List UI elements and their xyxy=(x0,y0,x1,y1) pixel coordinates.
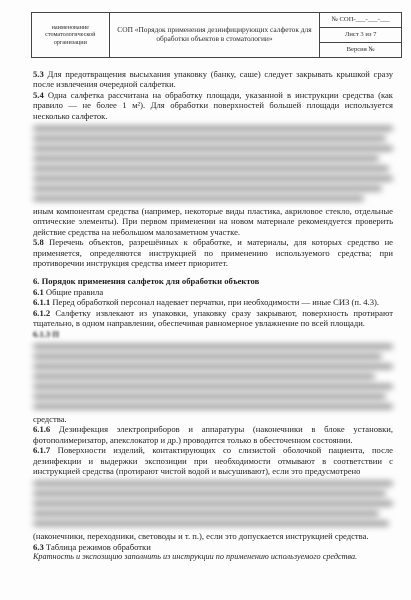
clause-number: 6.1 xyxy=(33,286,44,297)
clause-number: 6.1.6 xyxy=(33,424,51,435)
clause-text: Таблица режимов обработки xyxy=(45,541,151,552)
clause-number: 5.8 xyxy=(33,237,44,248)
clause-text: Поверхности изделий, контактирующих со слизистой оболочкой пациента, после дезинфекции и выдержки экспозиции при необходимости отмывают в соответствии с инструкцией средства (протирают чистой водой и высушивают), если это предусмотрено xyxy=(33,445,393,476)
clause-number: 6.1.2 xyxy=(33,307,51,318)
clause-number: 6.1.1 xyxy=(33,297,51,308)
organization-name-cell: наименование стоматологической организации xyxy=(32,13,110,58)
clause-number: 6.1.7 xyxy=(33,445,51,456)
clause-text: Перечень объектов, разрешённых к обработке, и материалы, для которых средство не применяется, определяются инструкцией по применению используемого средства; при противоречии инструкция средства имеет приоритет. xyxy=(33,237,393,269)
document-title-cell: СОП «Порядок применения дезинфицирующих салфеток для обработки объектов в стоматологии» xyxy=(109,13,320,58)
sheet-number-cell: Лист 3 из 7 xyxy=(320,28,402,43)
blurred-text-block xyxy=(33,481,393,526)
clause-text: Для предотвращения высыхания упаковку (банку, саше) следует закрывать крышкой сразу после извлечения очередной салфетки. xyxy=(33,69,393,90)
paragraph-6-1-3-head: 6.1.3 П xyxy=(33,328,60,339)
clause-number: 5.3 xyxy=(33,69,44,79)
clause-text: Одна салфетка рассчитана на обработку площади, указанной в инструкции средства (как правило — не более 1 м²). Для обработки поверхностей большей площади используется несколько салфеток. xyxy=(33,89,393,121)
paragraph-6-1-6 xyxy=(33,424,393,445)
paragraph-5-3 xyxy=(33,69,393,90)
table-note: Кратность и экспозицию заполнить из инструкции по применению используемого средства. xyxy=(33,552,358,562)
version-cell: Версия № xyxy=(320,43,402,58)
paragraph-5-8 xyxy=(33,237,393,268)
paragraph-5-7-tail: иным компонентам средства (например, некоторые виды пластика, акриловое стекло, отдельные оптические элементы). При первом применении на новом материале рекомендуется проверить действие средства на небольшом малозаметном участке. xyxy=(33,206,393,237)
sop-number-cell: № СОП-___-___-___ xyxy=(320,13,402,28)
paragraph-6-1-5-tail: средства. xyxy=(33,413,67,424)
blurred-text-block xyxy=(33,344,393,409)
subsection-6-3 xyxy=(33,542,393,552)
clause-number: 6.3 xyxy=(33,541,44,552)
paragraph-6-1-7 xyxy=(33,445,393,476)
paragraph-6-1-8-tail: (наконечники, переходники, световоды и т. п.), если это допускается инструкцией средства. xyxy=(33,531,369,542)
paragraph-6-1-1 xyxy=(33,297,393,307)
clause-text: Общие правила xyxy=(45,286,104,297)
clause-text: Дезинфекция электроприборов и аппаратуры (наконечники в блоке установки, фотополимеризатор, апекслокатор и др.) проводится только в обесточенном состоянии. xyxy=(33,424,394,445)
document-header-table xyxy=(31,12,402,58)
section-6-title: 6. Порядок применения салфеток для обработки объектов xyxy=(33,276,260,287)
paragraph-5-4 xyxy=(33,90,393,121)
subsection-6-1 xyxy=(33,287,393,297)
clause-text: Перед обработкой персонал надевает перчатки, при необходимости — иные СИЗ (п. 4.3). xyxy=(52,297,380,308)
paragraph-6-1-2 xyxy=(33,308,393,329)
document-body xyxy=(33,69,393,562)
clause-text: Салфетку извлекают из упаковки, упаковку сразу закрывают, поверхность протирают тщательно, в одном направлении, обеспечивая равномерное увлажнение по всей площади. xyxy=(33,307,394,329)
blurred-text-block xyxy=(33,126,393,201)
clause-number: 5.4 xyxy=(33,89,44,100)
